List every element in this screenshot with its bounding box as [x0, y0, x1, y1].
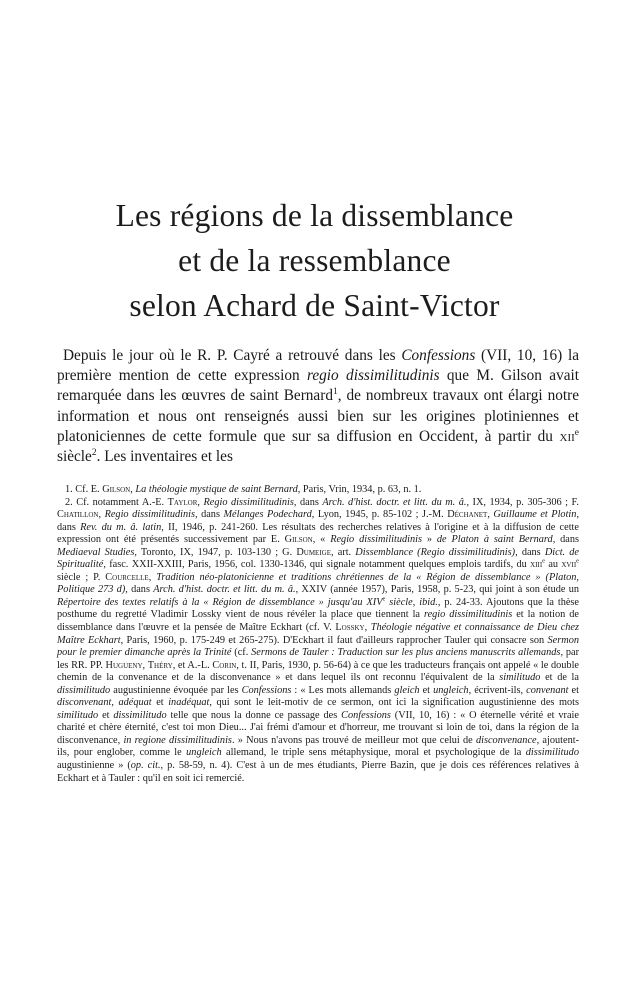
italic-run: regio dissimilitudinis: [306, 367, 440, 385]
italic-run: Guillaume et Plotin: [493, 509, 577, 521]
text-run: , Paris, Vrin, 1934, p. 63, n. 1.: [297, 484, 422, 495]
century-suffix: e: [382, 595, 386, 603]
text-run: au: [545, 559, 562, 571]
text-run: (cf.: [231, 647, 252, 659]
italic-run: regio dissimilitudinis: [423, 609, 513, 621]
text-run: , art.: [330, 546, 356, 558]
text-run: , dans: [552, 534, 580, 546]
text-run: , écrivent-ils,: [468, 684, 527, 696]
footnote-2: [57, 497, 579, 786]
italic-run: op. cit.: [130, 760, 161, 772]
text-run: 2. Cf. notamment A.-E.: [65, 496, 168, 508]
text-run: , dans: [57, 509, 580, 533]
italic-run: ungleich: [433, 684, 469, 696]
text-run: allemand, le triple sens métaphysique, moral et psychologique de la: [221, 747, 526, 759]
italic-run: Regio dissimilitudinis: [104, 509, 196, 521]
italic-run: ibid.: [419, 596, 438, 608]
text-run: »: [422, 534, 437, 546]
text-run: (VII, 10, 16) la première mention de cette expression: [57, 347, 579, 385]
body-paragraph: [57, 346, 579, 467]
italic-run: Dissemblance (Regio dissimilitudinis): [355, 546, 516, 558]
author-name: Taylor: [167, 496, 198, 508]
text-run: 1. Cf. E.: [65, 484, 103, 495]
text-run: , p. 24-33. Ajoutons que la thèse posthume du regretté Vladimir Lossky vient de nous révéler la place que tiennent la: [57, 596, 580, 621]
italic-run: Sermons de Tauler : Traduction sur les plus anciens manuscrits allemands: [251, 647, 561, 659]
text-run: augustinienne » (: [57, 760, 131, 772]
italic-run: de Platon à saint Bernard: [436, 534, 553, 546]
century-suffix: e: [542, 557, 546, 565]
text-run: . » Nous n'avons pas trouvé de meilleur mot que celui de: [231, 734, 476, 746]
text-run: , de nombreux travaux ont élargi notre information et nous ont renseignés aussi bien sur les origines plotiniennes et platoniciennes de cette formule que sur sa diffusion en Occident, à partir du: [57, 387, 579, 445]
italic-run: similitudo: [499, 672, 541, 684]
century-suffix: e: [574, 427, 579, 438]
title-line-1: Les régions de la dissemblance: [115, 198, 514, 233]
italic-run: Confessions: [401, 347, 476, 364]
text-run: , p. 58-59, n. 4). C'est à un de mes étudiants, Pierre Bazin, que je dois ces références relatives à Eckhart et à Tauler : qu'il en soit ici remercié.: [57, 760, 580, 784]
text-run: (VII, 10, 16) : « O éternelle vérité et vraie charité et chère éternité, c'est toi mon Dieu... J'ai frémi d'amour et d'horreur, me trouvant si loin de toi, dans la région de la disconvenance,: [57, 709, 579, 746]
italic-run: Sermon pour le premier dimanche après la Trinité: [57, 634, 579, 659]
italic-run: Confessions: [341, 709, 391, 721]
text-run: , qui sont le leit-motiv de ce sermon, ont ici la signification augustinienne des mots: [209, 697, 579, 709]
italic-run: Regio dissimilitudinis: [203, 496, 294, 508]
author-name: Dumeige: [296, 546, 331, 558]
italic-run: Théologie négative et connaissance de Dieu chez Maître Eckhart: [57, 622, 579, 646]
text-run: , et A.-L.: [172, 659, 213, 671]
footnotes: [57, 484, 579, 785]
italic-run: Confessions: [241, 684, 292, 696]
text-run: ,: [130, 484, 136, 495]
italic-run: Tradition néo-platonicienne et traditions chrétiennes de la « Région de dissemblance » (Platon, Politique 273 d): [57, 571, 579, 596]
text-run: ,: [412, 596, 420, 608]
text-run: ,: [197, 496, 204, 508]
text-run: , II, 1946, p. 241-260. Les résultats des recherches relatives à l'origine et à la diffusion de cette expression ont été présentés successivement par E.: [57, 521, 579, 546]
text-run: et: [568, 684, 579, 696]
italic-run: dissimilitudo: [57, 684, 111, 696]
author-name: Courcelle: [105, 571, 149, 583]
text-run: , Lyon, 1945, p. 85-102 ; J.-M.: [311, 509, 448, 521]
italic-run: La théologie mystique de saint Bernard: [135, 484, 298, 495]
text-run: , Toronto, IX, 1947, p. 103-130 ; G.: [134, 546, 297, 558]
text-run: augustinienne évoquée par les: [110, 684, 242, 696]
italic-run: Répertoire des textes relatifs à la « Région de dissemblance » jusqu'au XIV: [57, 596, 383, 608]
text-run: , dans: [515, 546, 545, 558]
italic-run: Rev. du m. â. latin: [80, 521, 162, 533]
text-run: : « Les mots allemands: [291, 684, 395, 696]
text-run: , dans: [125, 584, 154, 596]
italic-run: dissimilitudo: [525, 747, 579, 759]
text-run: , dans: [293, 496, 323, 508]
text-run: siècle ; P.: [57, 571, 106, 583]
footnote-ref-2[interactable]: 2: [91, 447, 97, 458]
italic-run: ungleich: [186, 747, 222, 759]
italic-run: adéquat: [118, 697, 152, 709]
text-run: , «: [312, 534, 331, 546]
century-numeral: xii: [559, 427, 575, 445]
text-run: et: [151, 697, 169, 709]
footnote-1: [57, 484, 579, 497]
author-name: Gilson: [284, 534, 313, 546]
century-numeral: xiii: [530, 559, 543, 571]
author-name: Théry: [147, 659, 173, 671]
text-run: ,: [364, 622, 371, 634]
text-run: ,: [98, 509, 105, 521]
text-run: et de la: [540, 672, 579, 684]
author-name: Chatillon: [57, 509, 99, 521]
italic-run: in regione dissimilitudinis: [123, 734, 232, 746]
italic-run: Dict. de Spiritualité: [57, 546, 579, 571]
title-line-3: selon Achard de Saint-Victor: [129, 288, 500, 323]
italic-run: siècle: [385, 596, 413, 608]
author-name: Gilson: [102, 484, 131, 495]
italic-run: disconvenant: [57, 697, 112, 709]
italic-run: similitudo: [57, 709, 99, 721]
italic-run: inadéquat: [168, 697, 210, 709]
italic-run: gleich: [394, 684, 420, 696]
author-name: Corin: [212, 659, 237, 671]
century-numeral: xvii: [561, 559, 577, 571]
italic-run: dissimilitudo: [113, 709, 167, 721]
italic-run: Arch. d'hist. doctr. et litt. du m. â.: [322, 496, 467, 508]
text-run: et: [98, 709, 114, 721]
text-run: , Paris, 1960, p. 175-249 et 265-275). D'Eckhart il faut d'ailleurs rapprocher Tauler qui consacre son: [120, 634, 548, 646]
text-run: , XXIV (année 1957), Paris, 1958, p. 5-23, qui joint à son étude un: [295, 584, 579, 596]
author-name: Lossky: [335, 622, 365, 634]
text-run: , IX, 1934, p. 305-306 ; F.: [466, 496, 579, 508]
text-run: ,: [487, 509, 494, 521]
footnote-ref-1[interactable]: 1: [332, 387, 338, 398]
author-name: Déchanet: [447, 509, 488, 521]
text-run: ,: [148, 571, 157, 583]
italic-run: Mélanges Podechard: [223, 509, 312, 521]
italic-run: Arch. d'hist. doctr. et litt. du m. â.: [153, 584, 296, 596]
text-run: Depuis le jour où le R. P. Cayré a retrouvé dans les: [63, 347, 402, 364]
title-line-2: et de la ressemblance: [178, 243, 451, 278]
text-run: ,: [142, 659, 148, 671]
text-run: que M. Gilson avait remarquée dans les œuvres de saint Bernard: [57, 367, 580, 405]
text-run: , t. II, Paris, 1930, p. 56-64) à ce que les traducteurs français ont appelé « le double chemin de la convenance et de la disconvenance » et dans lequel ils ont reconnu l'équivalent de la: [57, 659, 579, 684]
text-run: . Les inventaires et les: [96, 448, 233, 466]
text-run: et la notion de dissemblance dans l'œuvre et la pensée de Maître Eckhart (cf. V.: [57, 609, 579, 634]
italic-run: Regio dissimilitudinis: [330, 534, 423, 546]
text-run: , fasc. XXII-XXIII, Paris, 1956, col. 1330-1346, qui signale notamment quelques emplois tardifs, du: [103, 559, 531, 571]
text-run: , ajoutent-ils, pour englober, comme le: [57, 734, 580, 759]
text-run: , par les RR. PP.: [57, 647, 580, 671]
text-run: telle que nous la donne ce passage des: [166, 709, 342, 721]
text-run: , dans: [195, 509, 224, 521]
text-run: et: [419, 684, 434, 696]
italic-run: convenant: [526, 684, 569, 696]
article-title: [0, 193, 629, 328]
author-name: Hugueny: [105, 659, 143, 671]
italic-run: Mediaeval Studies: [57, 546, 135, 558]
text-run: siècle: [57, 448, 92, 466]
text-run: ,: [111, 697, 119, 709]
italic-run: disconvenance: [475, 734, 537, 746]
century-suffix: e: [576, 557, 579, 565]
